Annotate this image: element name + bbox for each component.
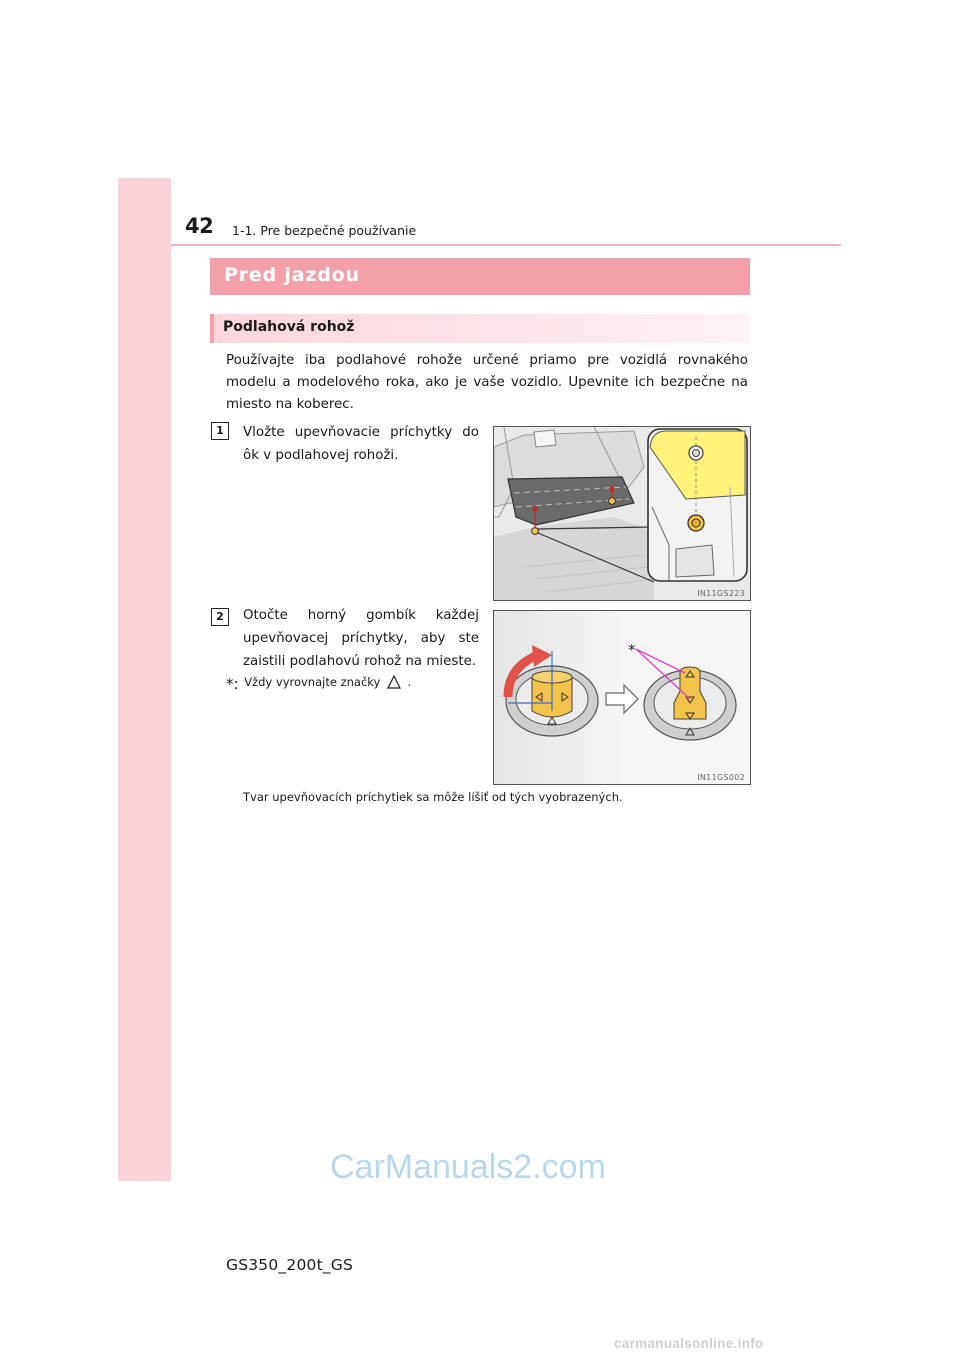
side-band <box>118 178 171 1181</box>
subtitle: Podlahová rohož <box>223 319 355 335</box>
model-code: GS350_200t_GS <box>226 1256 354 1274</box>
figure-clip-rotation <box>493 610 751 785</box>
clip-rotation-illustration <box>494 611 750 784</box>
watermark: CarManuals2.com <box>330 1148 606 1186</box>
footer-site: carmanualsonline.info <box>614 1336 764 1351</box>
step-2-badge: 2 <box>211 608 229 626</box>
triangle-mark-icon <box>387 675 401 689</box>
subtitle-banner <box>210 314 750 343</box>
main-title-banner <box>210 258 750 295</box>
figure-caption: Tvar upevňovacích príchytiek sa môže líšiť od tých vyobrazených. <box>243 790 623 804</box>
main-title: Pred jazdou <box>224 264 360 286</box>
step-2-text: Otočte horný gombík každej upevňovacej príchytky, aby ste zaistili podlahovú rohož na mieste. <box>243 608 479 669</box>
section-reference: 1-1. Pre bezpečné používanie <box>232 223 417 238</box>
figure-2-code: IN11GS002 <box>697 773 745 782</box>
note-text: Vždy vyrovnajte značky <box>244 675 381 689</box>
note-marker: *: <box>226 675 239 693</box>
figure-clip-insertion <box>493 426 751 601</box>
figure-marker-asterisk: * <box>628 641 636 659</box>
figure-1-code: IN11GS223 <box>697 589 745 598</box>
alignment-note <box>226 675 411 693</box>
floor-mat-illustration <box>494 427 750 600</box>
note-end: . <box>407 675 412 689</box>
page-number: 42 <box>185 214 214 238</box>
step-1-badge: 1 <box>211 422 229 440</box>
subtitle-accent-bar <box>210 314 214 343</box>
header-divider <box>171 244 841 246</box>
intro-paragraph: Používajte iba podlahové rohože určené priamo pre vozidlá rovnakého modelu a modelového roka, ako je vaše vozidlo. Upevnite ich bezpečne na miesto na koberec. <box>226 353 748 412</box>
step-1-text: Vložte upevňovacie príchytky do ôk v podlahovej rohoži. <box>243 425 479 463</box>
